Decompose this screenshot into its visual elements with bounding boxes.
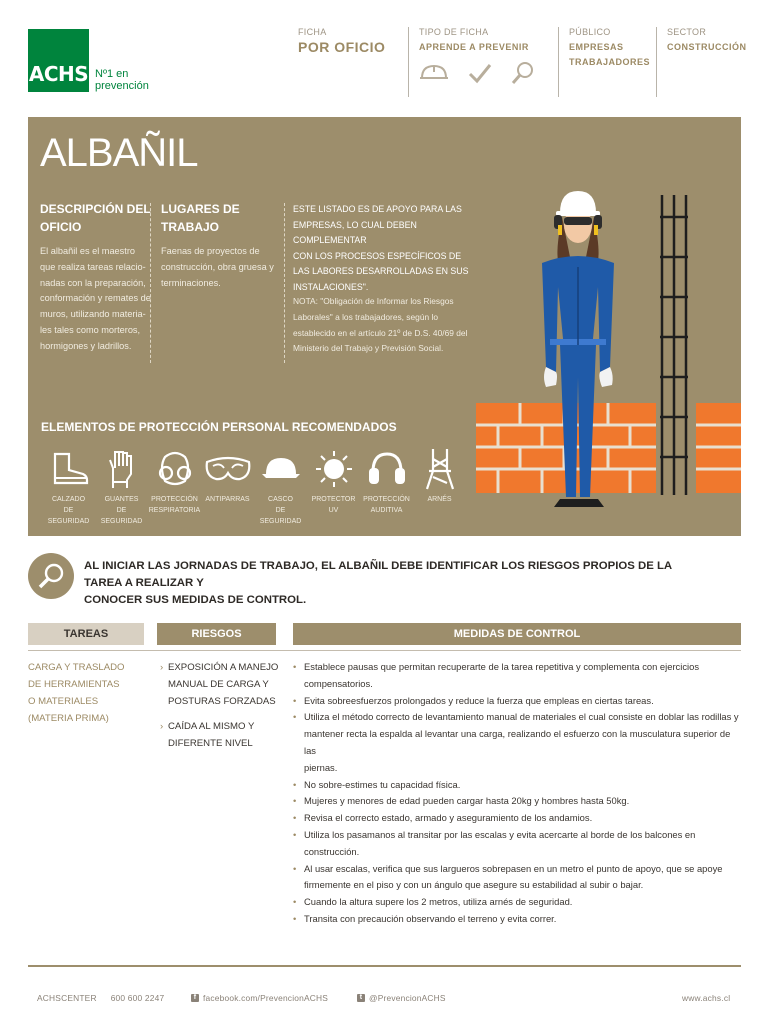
epp-item-casco — [254, 447, 307, 527]
rebar-column — [660, 195, 688, 495]
goggles-icon — [204, 454, 252, 484]
medida-item — [293, 659, 743, 693]
uv-sun-icon — [314, 449, 354, 489]
riesgos-list — [160, 659, 285, 760]
epp-item-calzado — [42, 447, 95, 527]
medida-line: firmemente en el piso y con un ángulo que asegure su estabilidad al subir o bajar. — [304, 879, 644, 891]
epp-item-antiparras — [201, 447, 254, 527]
descripcion-line: hormigones y ladrillos. — [40, 340, 132, 351]
note-small-line: establecido en el artículo 21º de D.S. 40/69 del — [293, 327, 468, 338]
tarea-line: (MATERIA PRIMA) — [28, 713, 109, 724]
epp-label-1: ANTIPARRAS — [205, 496, 250, 503]
tipo-value: APRENDE A PREVENIR — [419, 42, 529, 52]
hero-panel — [28, 117, 741, 536]
footer-web[interactable] — [682, 993, 730, 1003]
footer-twitter[interactable] — [357, 993, 446, 1003]
achs-logo[interactable] — [28, 29, 89, 92]
lugares-heading-1: LUGARES DE — [161, 202, 240, 216]
publico-label: PÚBLICO — [569, 27, 611, 37]
glove-icon — [107, 448, 137, 490]
helmet-icon — [260, 454, 302, 484]
riesgo-line: DIFERENTE NIVEL — [168, 738, 253, 749]
medida-line: • Revisa el correcto estado, armado y aseguramiento de los andamios. — [304, 812, 593, 824]
hard-hat-icon — [419, 62, 449, 84]
epp-item-uv — [307, 447, 360, 527]
lugares-body — [161, 244, 286, 291]
medida-line: • Utiliza los pasamanos al transitar por las escalas y evita acercarte al borde de los balcones en construcción. — [304, 828, 696, 857]
sector-label: SECTOR — [667, 27, 707, 37]
footer-divider — [28, 965, 741, 967]
medida-line: • No sobre-estimes tu capacidad física. — [304, 778, 461, 790]
earmuffs-icon — [367, 450, 407, 488]
epp-item-auditiva — [360, 447, 413, 527]
medida-item — [293, 827, 743, 861]
descripcion-heading-2: OFICIO — [40, 220, 82, 234]
descripcion-line: conformación y remates de — [40, 293, 151, 304]
medidas-list — [293, 659, 743, 928]
footer-web-link[interactable]: www.achs.cl — [682, 993, 731, 1003]
epp-label-2: AUDITIVA — [370, 507, 403, 514]
medida-line: • Evita sobreesfuerzos prolongados y reduce la fuerza que empleas en ciertas tareas. — [304, 694, 654, 706]
medida-item — [293, 709, 743, 776]
tarea-line: CARGA Y TRASLADO — [28, 662, 125, 673]
tareas-cell — [28, 659, 146, 727]
magnifier-icon — [511, 61, 535, 85]
sector-meta — [656, 27, 746, 97]
medida-line: • Transita con precaución observando el terreno y evita correr. — [304, 912, 557, 924]
medida-item — [293, 810, 743, 827]
descripcion-line: que realiza tareas relacio- — [40, 261, 146, 272]
check-icon — [467, 62, 493, 84]
lugares-heading-2: TRABAJO — [161, 220, 220, 234]
tarea-line: DE HERRAMIENTAS — [28, 679, 120, 690]
ficha-value: POR OFICIO — [298, 39, 386, 55]
medida-line: compensatorios. — [304, 677, 373, 689]
brick-wall — [476, 403, 741, 493]
ficha-label: FICHA — [298, 27, 327, 37]
callout-text — [84, 558, 684, 609]
epp-label-1: PROTECCIÓN — [151, 496, 198, 503]
footer-facebook-link[interactable]: facebook.com/PrevencionACHS — [203, 993, 329, 1003]
lugares-heading — [161, 200, 240, 236]
note-caps-line: EMPRESAS, LO CUAL DEBEN COMPLEMENTAR — [293, 219, 417, 245]
publico-meta — [558, 27, 656, 97]
sector-value: CONSTRUCCIÓN — [667, 42, 747, 52]
epp-label-2: DE SEGURIDAD — [47, 507, 90, 525]
epp-title: ELEMENTOS DE PROTECCIÓN PERSONAL RECOMENDADOS — [41, 420, 397, 434]
epp-label-2: UV — [328, 507, 339, 514]
epp-label-2: DE SEGURIDAD — [259, 507, 302, 525]
note-caps-line: LAS LABORES DESARROLLADAS EN SUS — [293, 266, 469, 276]
tarea-line: O MATERIALES — [28, 696, 99, 707]
medida-item — [293, 911, 743, 928]
epp-list — [42, 447, 466, 527]
table-divider — [28, 650, 741, 651]
lugares-line: construcción, obra gruesa y — [161, 261, 274, 272]
riesgo-item — [160, 718, 285, 752]
logo-tagline — [95, 68, 149, 92]
logo-tagline-line2: prevención — [95, 80, 149, 92]
callout-line2: CONOCER SUS MEDIDAS DE CONTROL. — [84, 594, 307, 606]
medida-line: piernas. — [304, 761, 338, 773]
riesgo-line: › EXPOSICIÓN A MANEJO — [168, 662, 279, 673]
epp-item-arnes — [413, 447, 466, 527]
note-small-line: Laborales" a los trabajadores, según lo — [293, 311, 438, 322]
epp-label-1: PROTECCIÓN — [363, 496, 410, 503]
safety-boot-icon — [49, 452, 89, 486]
footer-phone[interactable]: 600 600 2247 — [110, 993, 165, 1003]
note-small-line: NOTA: "Obligación de Informar los Riesgos — [293, 296, 454, 306]
footer-facebook[interactable] — [191, 993, 328, 1003]
epp-label-1: CALZADO — [51, 496, 86, 503]
medida-item — [293, 894, 743, 911]
medida-line: • Cuando la altura supere los 2 metros, utiliza arnés de seguridad. — [304, 896, 573, 908]
lugares-line: Faenas de proyectos de — [161, 246, 260, 256]
epp-item-respiratoria — [148, 447, 201, 527]
descripcion-line: les tales como morteros, — [40, 324, 141, 335]
medida-line: mantener recta la espalda al levantar una carga, realizando el esfuerzo con la musculatura superior de las — [304, 728, 731, 756]
divider — [150, 203, 151, 363]
note-caps-line: INSTALACIONES". — [293, 281, 369, 292]
footer-twitter-link[interactable]: @PrevencionACHS — [369, 993, 446, 1003]
footer-center-label: ACHSCENTER — [37, 993, 97, 1003]
medida-line: • Al usar escalas, verifica que sus largueros sobrepasen en un metro el punto de apoyo, que se apoye — [304, 862, 723, 874]
callout-line1: AL INICIAR LAS JORNADAS DE TRABAJO, EL ALBAÑIL DEBE IDENTIFICAR LOS RIESGOS PROPIOS DE LA TAREA A REALIZAR Y — [84, 560, 672, 589]
epp-label-1: PROTECTOR — [311, 496, 356, 503]
note-caps-line: ESTE LISTADO ES DE APOYO PARA LAS — [293, 204, 462, 214]
note-small-line: Ministerio del Trabajo y Previsión Social. — [293, 343, 444, 354]
table-header-medidas: MEDIDAS DE CONTROL — [293, 623, 741, 645]
respirator-icon — [155, 449, 195, 489]
callout-magnifier — [28, 553, 74, 599]
medida-item — [293, 693, 743, 710]
descripcion-heading-1: DESCRIPCIÓN DEL — [40, 202, 151, 216]
publico-value-2: TRABAJADORES — [569, 57, 651, 67]
descripcion-line: muros, utilizando materia- — [40, 309, 146, 320]
epp-label-1: CASCO — [268, 496, 293, 503]
epp-label-1: GUANTES — [104, 496, 139, 503]
bricklayer-worker-illustration — [476, 177, 741, 527]
riesgo-line: POSTURAS FORZADAS — [168, 696, 276, 707]
divider — [284, 203, 285, 363]
logo-tagline-line1: Nº1 en — [95, 68, 129, 80]
twitter-icon: t — [357, 994, 365, 1002]
logo-brand: ACHS — [28, 62, 89, 86]
table-header-riesgos: RIESGOS — [157, 623, 276, 645]
publico-value-1: EMPRESAS — [569, 42, 624, 52]
riesgo-item — [160, 659, 285, 710]
descripcion-body — [40, 244, 155, 355]
note-small — [293, 294, 473, 357]
epp-label-2: RESPIRATORIA — [148, 507, 201, 514]
descripcion-line: El albañil es el maestro — [40, 246, 135, 256]
facebook-icon: f — [191, 994, 199, 1002]
epp-label-1: ARNÉS — [427, 496, 452, 503]
note-caps — [293, 202, 473, 295]
medida-item — [293, 793, 743, 810]
riesgo-line: MANUAL DE CARGA Y — [168, 679, 269, 690]
lugares-line: terminaciones. — [161, 277, 221, 288]
medida-line: • Utiliza el método correcto de levantamiento manual de materiales el cual consiste en doblar las rodillas y — [304, 711, 739, 723]
note-caps-line: CON LOS PROCESOS ESPECÍFICOS DE — [293, 250, 462, 261]
table-header-tareas: TAREAS — [28, 623, 144, 645]
magnifier-icon — [37, 562, 65, 590]
epp-label-2: DE SEGURIDAD — [100, 507, 143, 525]
tipo-meta — [408, 27, 558, 97]
medida-line: • Mujeres y menores de edad pueden cargar hasta 20kg y hombres hasta 50kg. — [304, 795, 630, 807]
descripcion-heading — [40, 200, 151, 236]
riesgo-line: › CAÍDA AL MISMO Y — [168, 721, 255, 732]
descripcion-line: nadas con la preparación, — [40, 277, 146, 288]
medida-item — [293, 777, 743, 794]
page-title: ALBAÑIL — [40, 131, 198, 175]
epp-item-guantes — [95, 447, 148, 527]
ficha-meta — [288, 27, 408, 97]
footer-achscenter — [37, 993, 164, 1003]
tipo-label: TIPO DE FICHA — [419, 27, 489, 37]
medida-line: • Establece pausas que permitan recuperarte de la tarea repetitiva y complementa con ejercicios — [304, 661, 700, 672]
harness-icon — [423, 447, 457, 491]
medida-item — [293, 861, 743, 895]
